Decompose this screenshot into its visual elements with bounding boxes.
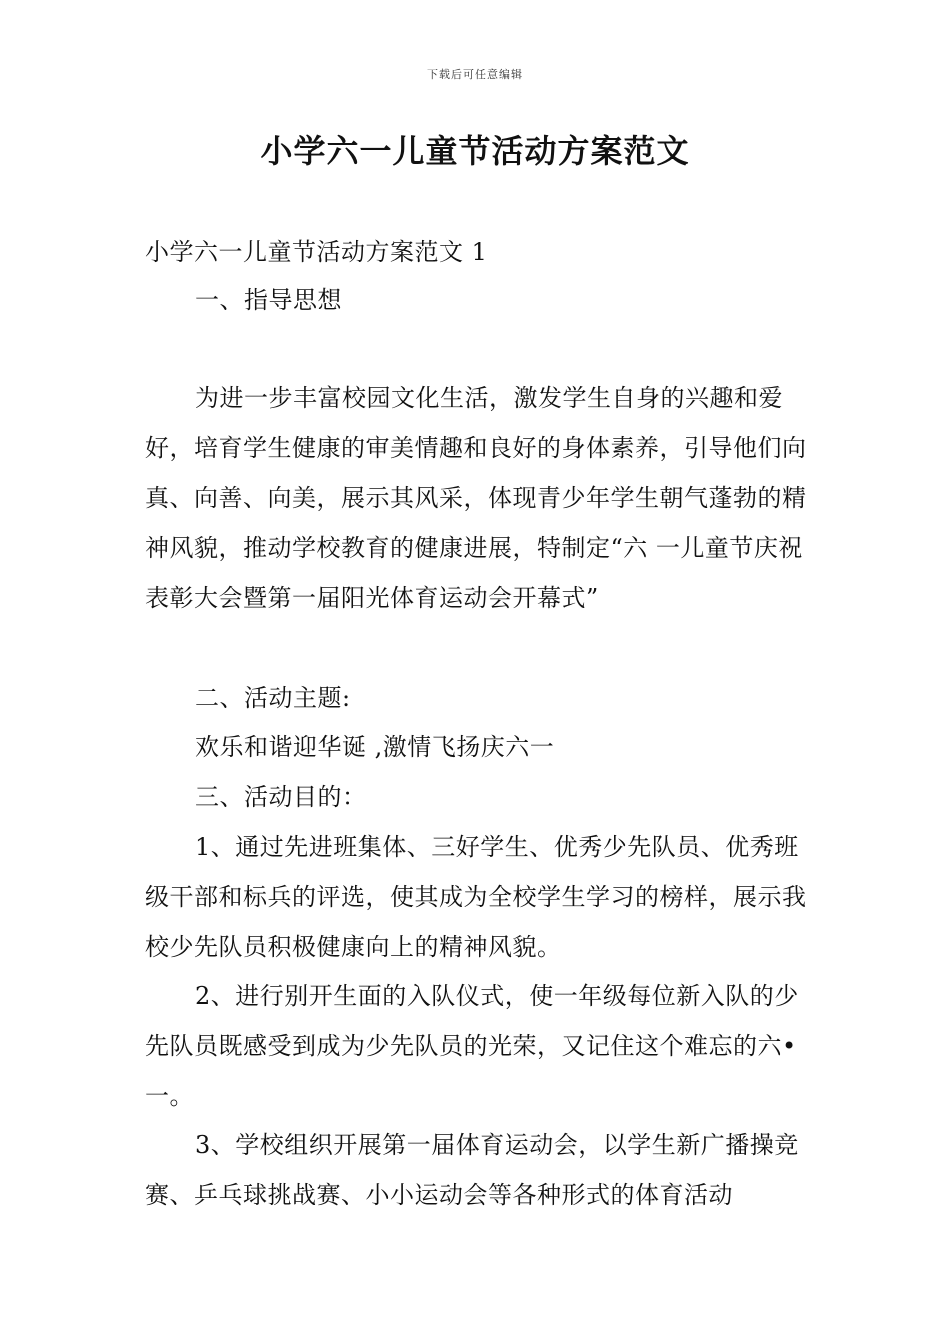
list-item-purpose-2: 2、进行别开生面的入队仪式，使一年级每位新入队的少先队员既感受到成为少先队员的光荣，又记住这个难忘的六•一。 [145, 982, 799, 1110]
document-title: 小学六一儿童节活动方案范文 [260, 132, 690, 170]
section-heading-theme: 二、活动主题: [195, 684, 351, 712]
header-note: 下载后可任意编辑 [427, 68, 523, 81]
section-heading-guiding-ideology: 一、指导思想 [195, 286, 342, 314]
section-heading-purpose: 三、活动目的： [195, 783, 367, 811]
paragraph-guiding-ideology: 为进一步丰富校园文化生活，激发学生自身的兴趣和爱好，培育学生健康的审美情趣和良好的身体素养，引导他们向真、向善、向美，展示其风采，体现青少年学生朝气蓬勃的精神风貌，推动学校教育的健康进展，特制定“六 一儿童节庆祝表彰大会暨第一届阳光体育运动会开幕式” [145, 384, 807, 612]
list-item-purpose-3: 3、学校组织开展第一届体育运动会，以学生新广播操竞赛、乒乓球挑战赛、小小运动会等各种形式的体育活动 [145, 1131, 799, 1209]
paragraph-theme: 欢乐和谐迎华诞 ,激情飞扬庆六一 [195, 733, 555, 761]
document-subtitle: 小学六一儿童节活动方案范文 1 [145, 238, 488, 266]
list-item-purpose-1: 1、通过先进班集体、三好学生、优秀少先队员、优秀班级干部和标兵的评选，使其成为全校学生学习的榜样，展示我校少先队员积极健康向上的精神风貌。 [145, 833, 807, 961]
